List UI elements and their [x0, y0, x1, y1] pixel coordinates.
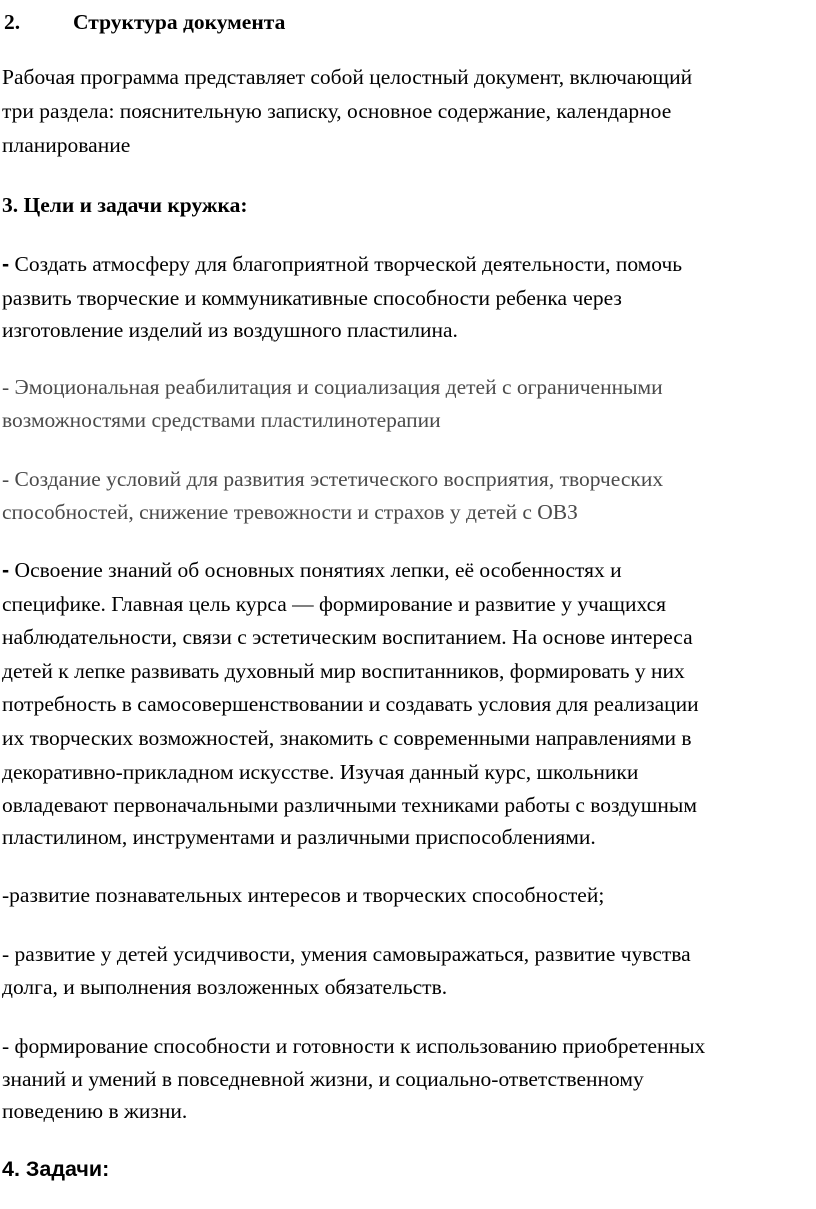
goal-item-1-line: изготовление изделий из воздушного пластилина.	[2, 318, 458, 342]
goal-item-4-line: потребность в самосовершенствовании и создавать условия для реализации	[2, 692, 699, 716]
goal-item-3-line: способностей, снижение тревожности и страхов у детей с ОВЗ	[2, 500, 578, 524]
section-4-heading: 4. Задачи:	[2, 1157, 110, 1181]
section-3-heading: 3. Цели и задачи кружка:	[2, 193, 248, 217]
goal-item-1-line: развить творческие и коммуникативные способности ребенка через	[2, 286, 622, 310]
goal-item-7-line: знаний и умений в повседневной жизни, и социально-ответственному	[2, 1067, 644, 1091]
section-2-title: Структура документа	[73, 10, 286, 34]
goal-item-3-line: - Создание условий для развития эстетического восприятия, творческих	[2, 467, 664, 491]
goal-item-4-line: декоративно-прикладном искусстве. Изучая данный курс, школьники	[2, 760, 639, 784]
goal-item-4-line: детей к лепке развивать духовный мир воспитанников, формировать у них	[2, 659, 685, 683]
goal-item-7-line: - формирование способности и готовности к использованию приобретенных	[2, 1034, 706, 1058]
goal-item-4-line: их творческих возможностей, знакомить с современными направлениями в	[2, 726, 692, 750]
goal-item-1-text: Создать атмосферу для благоприятной творческой деятельности, помочь	[9, 252, 683, 276]
goal-item-2-line: - Эмоциональная реабилитация и социализация детей с ограниченными	[2, 375, 663, 399]
goal-item-7-line: поведению в жизни.	[2, 1099, 188, 1123]
goal-item-4-line: специфике. Главная цель курса — формирование и развитие у учащихся	[2, 592, 667, 616]
goal-item-4-dash: -	[2, 558, 10, 582]
section-2-paragraph-line: Рабочая программа представляет собой целостный документ, включающий	[2, 65, 693, 89]
section-2-number: 2.	[4, 10, 21, 34]
goal-item-4-line: овладевают первоначальными различными техниками работы с воздушным	[2, 793, 697, 817]
goal-item-1-line	[2, 250, 682, 278]
goal-item-2-line: возможностями средствами пластилинотерапии	[2, 408, 441, 432]
goal-item-4-line: наблюдательности, связи с эстетическим воспитанием. На основе интереса	[2, 625, 693, 649]
section-2-paragraph-line: планирование	[2, 133, 131, 157]
goal-item-4-text: Освоение знаний об основных понятиях лепки, её особенностях и	[9, 558, 622, 582]
goal-item-5-line: -развитие познавательных интересов и творческих способностей;	[2, 883, 605, 907]
goal-item-4-line: пластилином, инструментами и различными приспособлениями.	[2, 825, 596, 849]
goal-item-1-dash: -	[2, 252, 10, 276]
goal-item-6-line: долга, и выполнения возложенных обязательств.	[2, 975, 448, 999]
goal-item-6-line: - развитие у детей усидчивости, умения самовыражаться, развитие чувства	[2, 942, 691, 966]
section-2-paragraph-line: три раздела: пояснительную записку, основное содержание, календарное	[2, 99, 672, 123]
goal-item-4-line	[2, 556, 622, 584]
